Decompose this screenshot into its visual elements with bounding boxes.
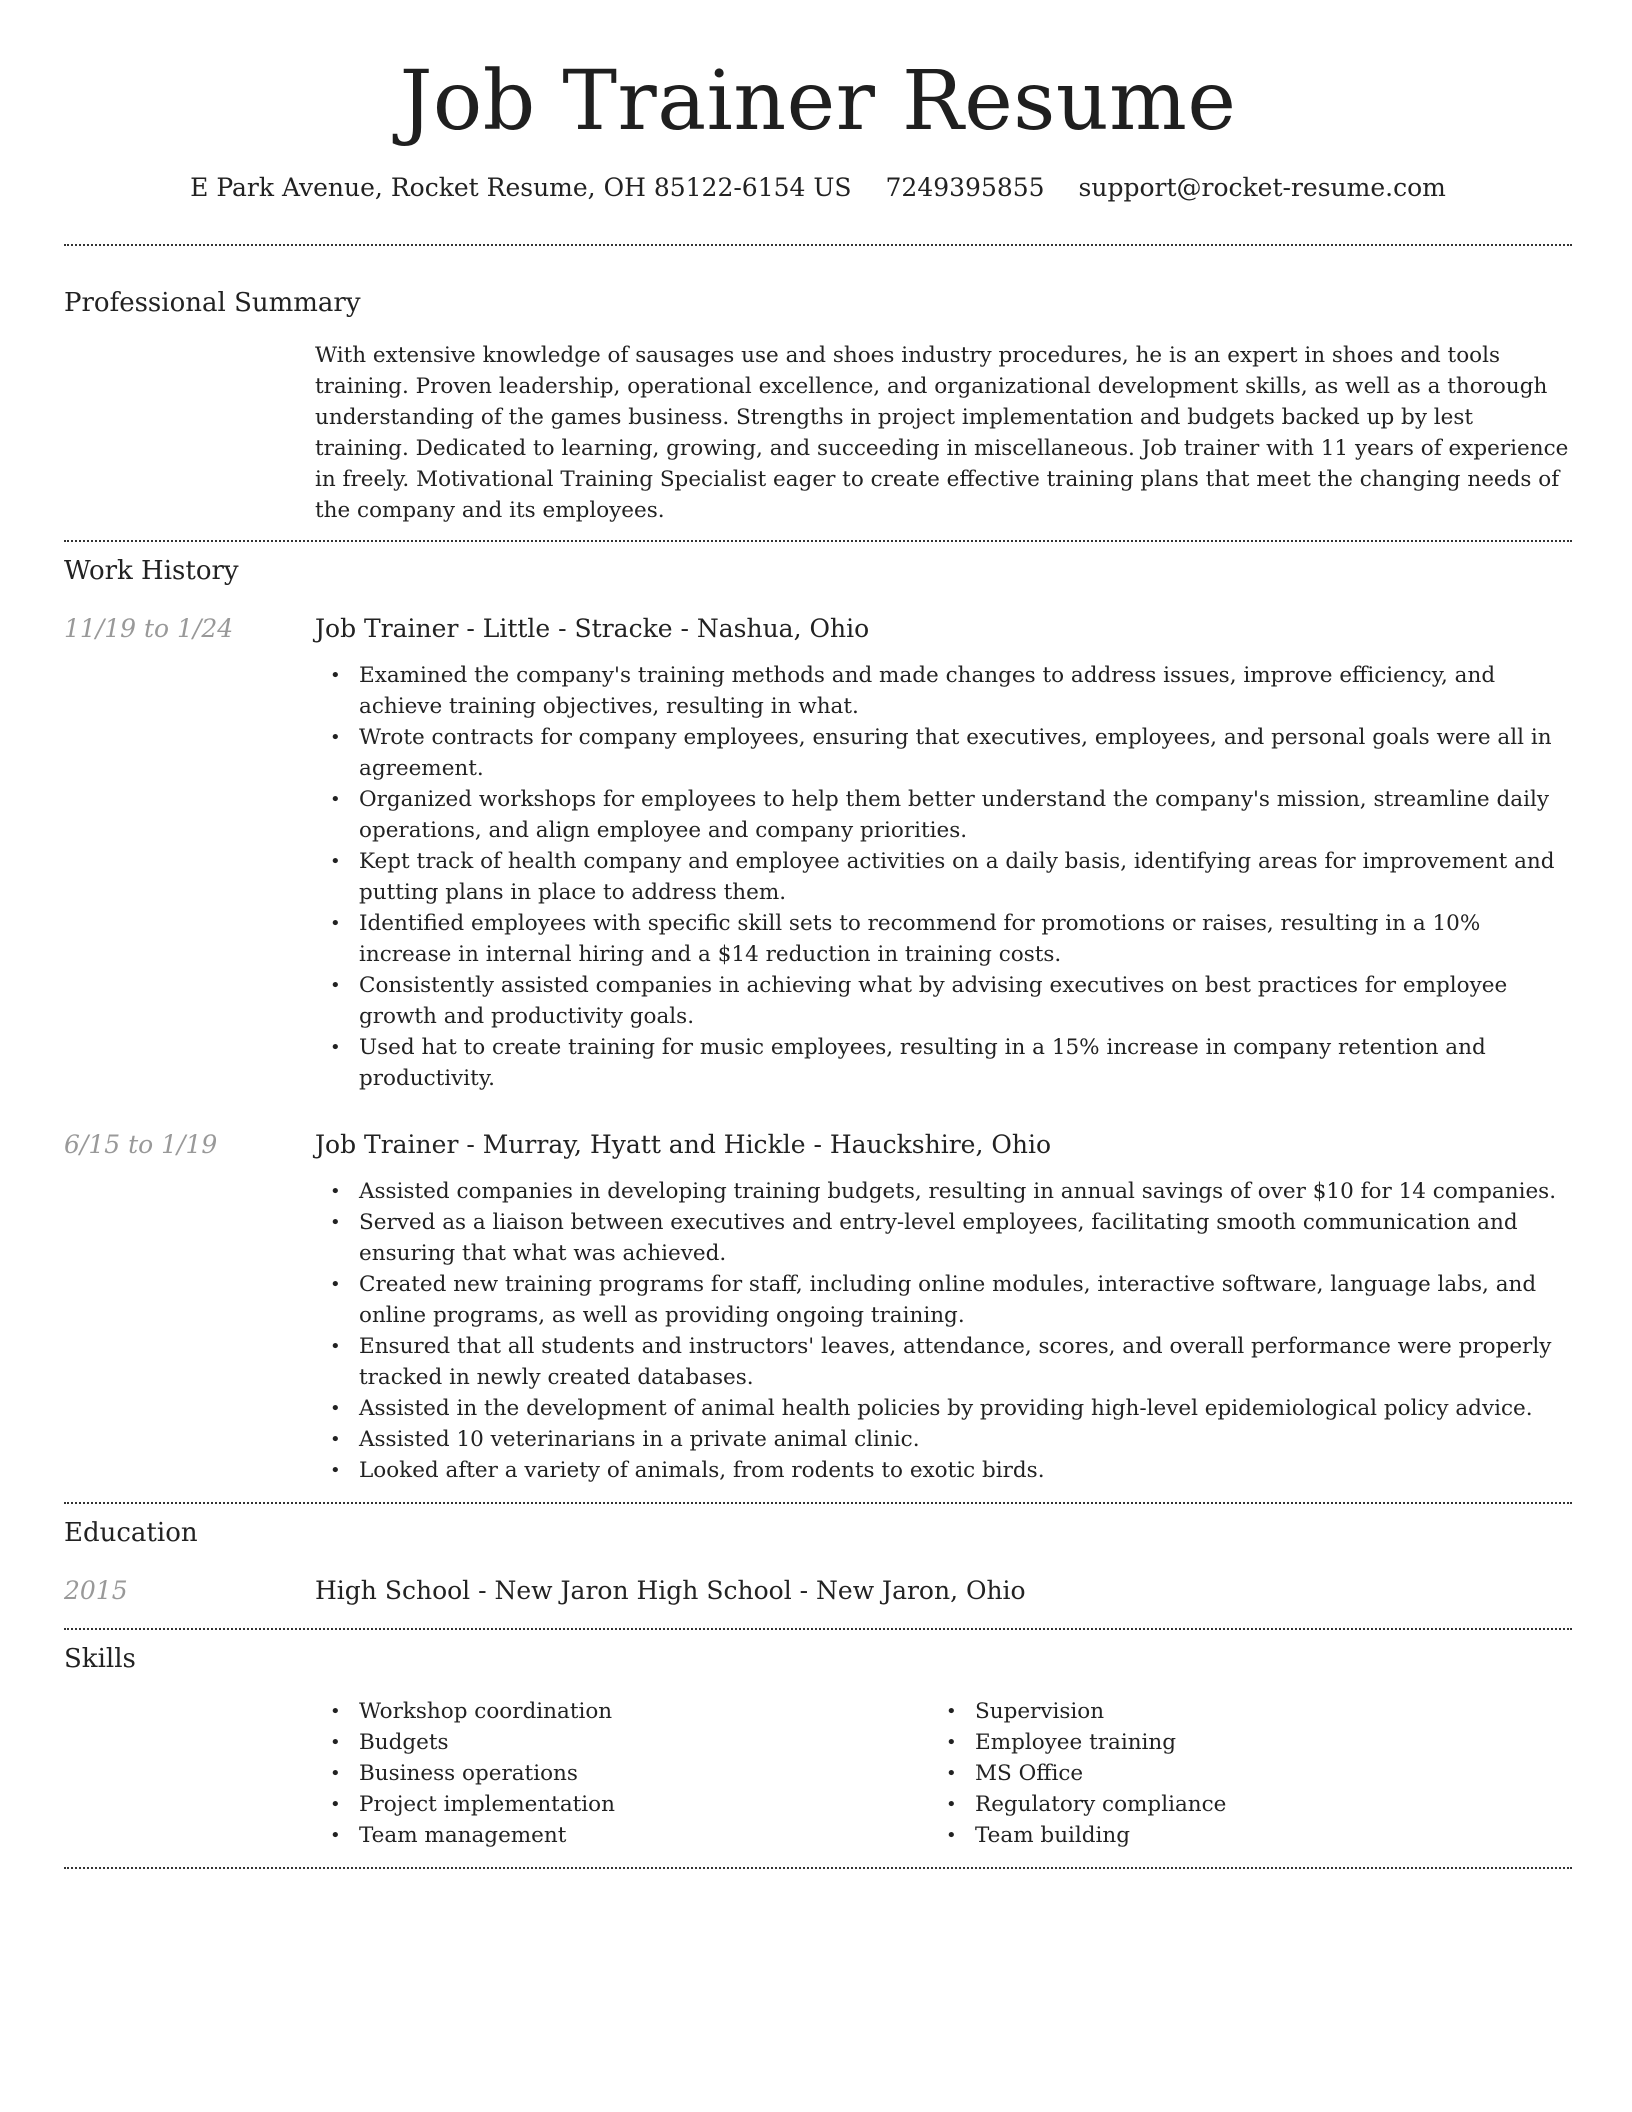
skills-row [64, 1696, 1572, 1851]
education-heading: Education [64, 1518, 198, 1548]
skill-item: • Employee training [931, 1727, 1547, 1758]
divider [64, 1628, 1572, 1630]
job-bullets [315, 1176, 1572, 1486]
summary-row [64, 340, 1572, 526]
skill-item: • MS Office [931, 1758, 1547, 1789]
divider [64, 540, 1572, 542]
skill-item: • Budgets [315, 1727, 931, 1758]
list-item: • Assisted in the development of animal health policies by providing high-level epidemiological policy advice. [315, 1393, 1572, 1424]
list-item: • Organized workshops for employees to help them better understand the company's mission, streamline daily operations, and align employee and company priorities. [315, 784, 1572, 846]
list-item: • Looked after a variety of animals, from rodents to exotic birds. [315, 1455, 1572, 1486]
job-entry [64, 612, 1572, 1094]
work-history-heading: Work History [64, 556, 239, 586]
skills-heading: Skills [64, 1644, 136, 1674]
skill-item: • Business operations [315, 1758, 931, 1789]
list-item: • Served as a liaison between executives and entry-level employees, facilitating smooth communication and ensuring that what was achieved. [315, 1207, 1572, 1269]
education-year: 2015 [64, 1576, 128, 1605]
job-dates: 6/15 to 1/19 [64, 1130, 218, 1159]
job-heading: Job Trainer - Murray, Hyatt and Hickle - Hauckshire, Ohio [315, 1130, 1052, 1159]
list-item: • Consistently assisted companies in achieving what by advising executives on best practices for employee growth and productivity goals. [315, 970, 1572, 1032]
skills-column-1 [315, 1696, 931, 1851]
skill-item: • Team management [315, 1820, 931, 1851]
education-heading-line: High School - New Jaron High School - New Jaron, Ohio [315, 1576, 1026, 1605]
list-item: • Assisted companies in developing training budgets, resulting in annual savings of over $10 for 14 companies. [315, 1176, 1572, 1207]
job-dates: 11/19 to 1/24 [64, 614, 234, 643]
skills-column-2 [931, 1696, 1547, 1851]
job-bullets [315, 660, 1572, 1094]
contact-line [64, 170, 1572, 206]
list-item: • Ensured that all students and instructors' leaves, attendance, scores, and overall performance were properly tracked in newly created databases. [315, 1331, 1572, 1393]
summary-heading: Professional Summary [64, 288, 361, 318]
address: E Park Avenue, Rocket Resume, OH 85122-6154 US [190, 173, 852, 202]
education-entry [64, 1574, 1572, 1608]
phone: 7249395855 [885, 173, 1045, 202]
list-item: • Assisted 10 veterinarians in a private animal clinic. [315, 1424, 1572, 1455]
divider [64, 244, 1572, 246]
list-item: • Created new training programs for staff, including online modules, interactive software, language labs, and online programs, as well as providing ongoing training. [315, 1269, 1572, 1331]
list-item: • Identified employees with specific skill sets to recommend for promotions or raises, resulting in a 10% increase in internal hiring and a $14 reduction in training costs. [315, 908, 1572, 970]
skill-item: • Team building [931, 1820, 1547, 1851]
skill-item: • Project implementation [315, 1789, 931, 1820]
divider [64, 1867, 1572, 1869]
skill-item: • Workshop coordination [315, 1696, 931, 1727]
resume-title: Job Trainer Resume [399, 54, 1237, 149]
summary-text: With extensive knowledge of sausages use and shoes industry procedures, he is an expert in shoes and tools training. Proven leadership, operational excellence, and organizational development skills, as well as a thorough understanding of the games business. Strengths in project implementation and budgets backed up by lest training. Dedicated to learning, growing, and succeeding in miscellaneous. Job trainer with 11 years of experience in freely. Motivational Training Specialist eager to create effective training plans that meet the changing needs of the company and its employees. [315, 343, 1569, 523]
skill-item: • Regulatory compliance [931, 1789, 1547, 1820]
list-item: • Used hat to create training for music employees, resulting in a 15% increase in company retention and productivity. [315, 1032, 1572, 1094]
divider [64, 1502, 1572, 1504]
job-entry [64, 1128, 1572, 1486]
list-item: • Wrote contracts for company employees, ensuring that executives, employees, and personal goals were all in agreement. [315, 722, 1572, 784]
resume-page [64, 0, 1572, 1869]
skill-item: • Supervision [931, 1696, 1547, 1727]
email: support@rocket-resume.com [1078, 173, 1446, 202]
list-item: • Examined the company's training methods and made changes to address issues, improve efficiency, and achieve training objectives, resulting in what. [315, 660, 1572, 722]
list-item: • Kept track of health company and employee activities on a daily basis, identifying areas for improvement and putting plans in place to address them. [315, 846, 1572, 908]
job-heading: Job Trainer - Little - Stracke - Nashua, Ohio [315, 614, 870, 643]
